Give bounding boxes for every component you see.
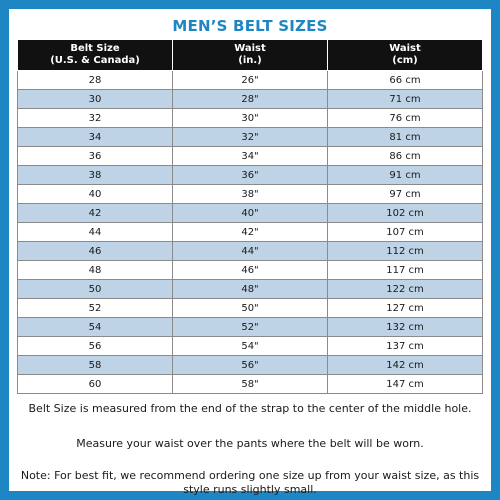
table-row	[18, 375, 483, 394]
cell-belt-size: 30	[18, 90, 173, 109]
cell-waist-in: 42"	[173, 223, 328, 242]
belt-size-table	[17, 39, 483, 394]
table-row	[18, 261, 483, 280]
header-waist-cm-line2: (cm)	[392, 55, 418, 66]
header-belt-size-line2: (U.S. & Canada)	[50, 55, 140, 66]
cell-waist-in: 50"	[173, 299, 328, 318]
table-header-row	[18, 40, 483, 71]
cell-waist-in: 52"	[173, 318, 328, 337]
header-waist-cm-line1: Waist	[389, 43, 421, 54]
cell-waist-in: 36"	[173, 166, 328, 185]
cell-waist-in: 44"	[173, 242, 328, 261]
table-row	[18, 318, 483, 337]
table-row	[18, 147, 483, 166]
cell-waist-in: 48"	[173, 280, 328, 299]
cell-belt-size: 38	[18, 166, 173, 185]
cell-belt-size: 34	[18, 128, 173, 147]
cell-waist-cm: 81 cm	[328, 128, 483, 147]
cell-belt-size: 60	[18, 375, 173, 394]
table-row	[18, 204, 483, 223]
cell-waist-cm: 112 cm	[328, 242, 483, 261]
table-row	[18, 185, 483, 204]
cell-belt-size: 44	[18, 223, 173, 242]
cell-waist-in: 58"	[173, 375, 328, 394]
cell-waist-in: 30"	[173, 109, 328, 128]
table-row	[18, 280, 483, 299]
cell-waist-in: 32"	[173, 128, 328, 147]
cell-waist-cm: 117 cm	[328, 261, 483, 280]
table-row	[18, 356, 483, 375]
cell-waist-cm: 71 cm	[328, 90, 483, 109]
table-row	[18, 242, 483, 261]
table-row	[18, 337, 483, 356]
cell-waist-in: 56"	[173, 356, 328, 375]
cell-belt-size: 54	[18, 318, 173, 337]
cell-waist-in: 28"	[173, 90, 328, 109]
cell-waist-in: 34"	[173, 147, 328, 166]
cell-waist-in: 54"	[173, 337, 328, 356]
cell-waist-in: 26"	[173, 71, 328, 90]
cell-waist-cm: 91 cm	[328, 166, 483, 185]
cell-waist-in: 40"	[173, 204, 328, 223]
table-row	[18, 166, 483, 185]
cell-belt-size: 48	[18, 261, 173, 280]
cell-belt-size: 36	[18, 147, 173, 166]
header-waist-in-line2: (in.)	[238, 55, 262, 66]
table-row	[18, 90, 483, 109]
cell-waist-in: 38"	[173, 185, 328, 204]
table-row	[18, 71, 483, 90]
header-belt-size-line1: Belt Size	[70, 43, 120, 54]
cell-belt-size: 40	[18, 185, 173, 204]
cell-waist-cm: 127 cm	[328, 299, 483, 318]
cell-belt-size: 46	[18, 242, 173, 261]
note-belt-measurement: Belt Size is measured from the end of the strap to the center of the middle hole.	[28, 402, 472, 415]
cell-waist-cm: 97 cm	[328, 185, 483, 204]
cell-waist-cm: 142 cm	[328, 356, 483, 375]
cell-belt-size: 52	[18, 299, 173, 318]
table-row	[18, 109, 483, 128]
cell-belt-size: 56	[18, 337, 173, 356]
table-row	[18, 128, 483, 147]
cell-waist-in: 46"	[173, 261, 328, 280]
header-waist-in	[173, 40, 328, 71]
table-row	[18, 223, 483, 242]
cell-waist-cm: 102 cm	[328, 204, 483, 223]
cell-belt-size: 28	[18, 71, 173, 90]
header-waist-in-line1: Waist	[234, 43, 266, 54]
cell-belt-size: 50	[18, 280, 173, 299]
cell-waist-cm: 122 cm	[328, 280, 483, 299]
cell-waist-cm: 66 cm	[328, 71, 483, 90]
cell-waist-cm: 86 cm	[328, 147, 483, 166]
cell-waist-cm: 137 cm	[328, 337, 483, 356]
cell-waist-cm: 132 cm	[328, 318, 483, 337]
cell-waist-cm: 147 cm	[328, 375, 483, 394]
cell-belt-size: 32	[18, 109, 173, 128]
header-belt-size	[18, 40, 173, 71]
note-fit-advice: Note: For best fit, we recommend ordering one size up from your waist size, as this style runs slightly small.	[20, 469, 480, 496]
table-row	[18, 299, 483, 318]
cell-waist-cm: 107 cm	[328, 223, 483, 242]
header-waist-cm	[328, 40, 483, 71]
cell-waist-cm: 76 cm	[328, 109, 483, 128]
cell-belt-size: 42	[18, 204, 173, 223]
cell-belt-size: 58	[18, 356, 173, 375]
note-waist-measurement: Measure your waist over the pants where the belt will be worn.	[76, 437, 424, 450]
page-title: MEN’S BELT SIZES	[172, 17, 328, 35]
